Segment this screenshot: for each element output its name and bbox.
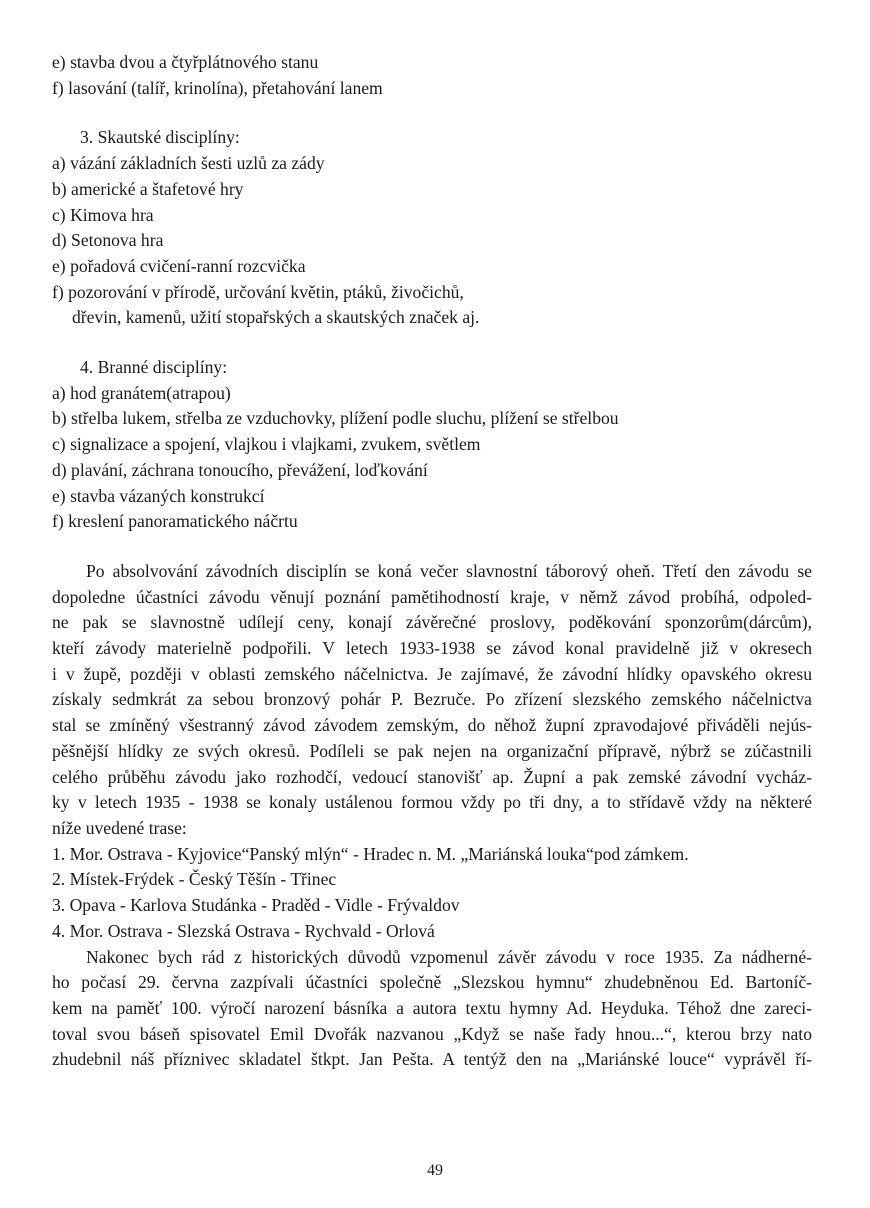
paragraph-line: zhudebnil náš příznivec skladatel štkpt. Jan Pešta. A tentýž den na „Mariánské louce“ vyprávěl ří- [52, 1049, 812, 1070]
paragraph-line: i v župě, později v oblasti zemského náčelnictva. Je zajímavé, že závodní hlídky opavského okresu [52, 663, 812, 684]
spacer [52, 331, 812, 355]
route-item: 2. Místek-Frýdek - Český Těšín - Třinec [52, 869, 337, 890]
spacer [52, 101, 812, 125]
section-heading: 4. Branné disciplíny: [80, 357, 228, 378]
paragraph-line: toval svou báseň spisovatel Emil Dvořák nazvanou „Když se naše řady hnou...“, kterou brzy nato [52, 1023, 812, 1044]
page-content [52, 50, 812, 1073]
list-item: f) lasování (talíř, krinolína), přetahování lanem [52, 77, 383, 98]
paragraph-line: kem na paměť 100. výročí narození básníka a autora textu hymny Ad. Heyduka. Téhož dne zareci- [52, 997, 812, 1018]
list-item: d) Setonova hra [52, 230, 164, 251]
list-item: a) hod granátem(atrapou) [52, 382, 231, 403]
list-item: d) plavání, záchrana tonoucího, převážení, loďkování [52, 459, 428, 480]
route-item: 3. Opava - Karlova Studánka - Praděd - Vidle - Frývaldov [52, 895, 460, 916]
list-item: f) kreslení panoramatického náčrtu [52, 511, 298, 532]
section-military-disciplines [52, 355, 812, 535]
paragraph-line: ky v letech 1935 - 1938 se konaly ustálenou formou vždy po tři dny, a to střídavě vždy na některé [52, 792, 812, 813]
list-item: e) stavba dvou a čtyřplátnového stanu [52, 52, 319, 72]
list-item: c) signalizace a spojení, vlajkou i vlajkami, zvukem, světlem [52, 434, 481, 455]
paragraph-line: Po absolvování závodních disciplín se koná večer slavnostní táborový oheň. Třetí den závodu se [86, 560, 812, 581]
paragraph-line: pěšnější hlídky ze svých okresů. Podíleli se pak nejen na organizační přípravě, nýbrž se zúčastnili [52, 740, 812, 761]
paragraph-line: kteří závody materielně podpořili. V letech 1933-1938 se závod konal pravidelně již v okresech [52, 638, 812, 659]
list-item: f) pozorování v přírodě, určování květin, ptáků, živočichů, [52, 281, 464, 302]
paragraph-competition [52, 559, 812, 842]
list-item-continuation: dřevin, kamenů, užití stopařských a skautských značek aj. [72, 307, 480, 328]
list-item: e) pořadová cvičení-ranní rozcvička [52, 255, 306, 276]
route-list [52, 842, 812, 945]
paragraph-line: ne pak se slavnostně udílejí ceny, konají závěrečné proslovy, poděkování sponzorům(dárcům), [52, 612, 812, 633]
paragraph-line: získaly sedmkrát za sebou bronzový pohár P. Bezruče. Po zřízení slezského zemského náčelnictva [52, 689, 812, 710]
section-heading: 3. Skautské disciplíny: [80, 127, 240, 148]
list-item: c) Kimova hra [52, 204, 154, 225]
paragraph-line: níže uvedené trase: [52, 817, 187, 838]
paragraph-1935 [52, 945, 812, 1074]
section-scout-disciplines [52, 125, 812, 331]
spacer [52, 535, 812, 559]
list-item: b) americké a štafetové hry [52, 178, 244, 199]
route-item: 4. Mor. Ostrava - Slezská Ostrava - Rychvald - Orlová [52, 920, 435, 941]
paragraph-line: stal se zmíněný všestranný závod závodem zemským, do něhož župní zpravodajové přiváděli nejús- [52, 715, 812, 736]
list-item: e) stavba vázaných konstrukcí [52, 485, 265, 506]
list-item: b) střelba lukem, střelba ze vzduchovky, plížení podle sluchu, plížení se střelbou [52, 408, 619, 429]
list-continued [52, 50, 812, 101]
paragraph-line: ho počasí 29. června zazpívali účastníci společně „Slezskou hymnu“ zhudebněnou Ed. Bartoníč- [52, 972, 812, 993]
route-item: 1. Mor. Ostrava - Kyjovice“Panský mlýn“ - Hradec n. M. „Mariánská louka“pod zámkem. [52, 843, 689, 864]
paragraph-line: dopoledne účastníci závodu věnují poznání pamětihodností kraje, v němž závod probíhá, odpoled- [52, 586, 812, 607]
page-number: 49 [427, 1162, 443, 1179]
list-item: a) vázání základních šesti uzlů za zády [52, 153, 325, 174]
paragraph-line: celého průběhu závodu jako rozhodčí, vedoucí stanovišť ap. Župní a pak zemské závodní vycház- [52, 766, 812, 787]
paragraph-line: Nakonec bych rád z historických důvodů vzpomenul závěr závodu v roce 1935. Za nádherné- [86, 946, 812, 967]
